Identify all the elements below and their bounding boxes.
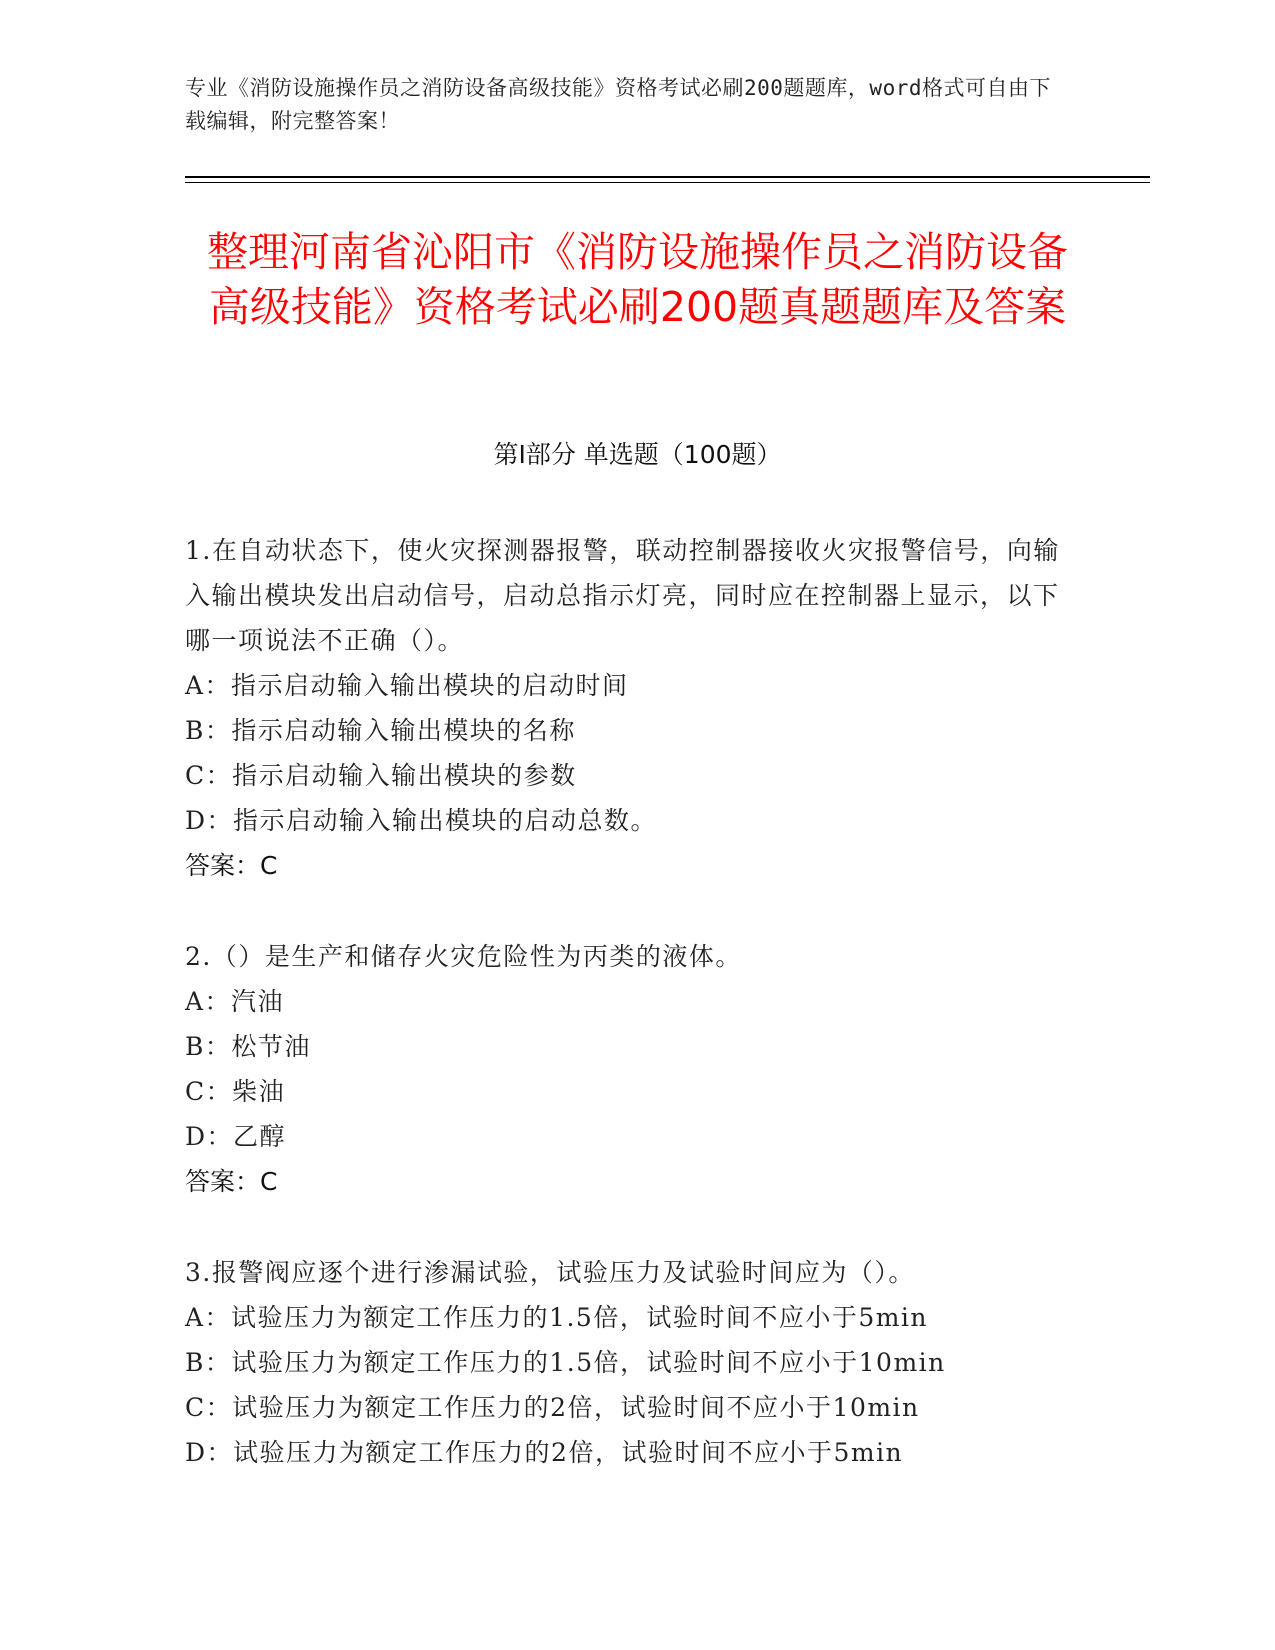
option-d: D：指示启动输入输出模块的启动总数。: [185, 806, 658, 835]
option-b: B：松节油: [185, 1032, 311, 1061]
question-2: [185, 934, 1065, 1204]
option-d: D：试验压力为额定工作压力的2倍，试验时间不应小于5min: [185, 1438, 904, 1467]
answer: 答案：C: [185, 1167, 278, 1196]
header-rule-thin: [185, 182, 1150, 183]
header-note: 专业《消防设施操作员之消防设备高级技能》资格考试必刷200题题库，word格式可自由下载编辑，附完整答案！: [185, 76, 1051, 133]
option-a: A：试验压力为额定工作压力的1.5倍，试验时间不应小于5min: [185, 1303, 929, 1332]
option-c: C：试验压力为额定工作压力的2倍，试验时间不应小于10min: [185, 1393, 920, 1422]
option-a: A：汽油: [185, 987, 285, 1016]
question-stem: 3.报警阀应逐个进行渗漏试验，试验压力及试验时间应为（）。: [185, 1258, 915, 1287]
header-rule-thick: [185, 176, 1150, 178]
question-1: [185, 528, 1065, 888]
question-list: [185, 528, 1065, 1521]
option-a: A：指示启动输入输出模块的启动时间: [185, 671, 629, 700]
question-stem: 1.在自动状态下，使火灾探测器报警，联动控制器接收火灾报警信号，向输入输出模块发出启动信号，启动总指示灯亮，同时应在控制器上显示，以下哪一项说法不正确（）。: [185, 536, 1060, 655]
document-title: 整理河南省沁阳市《消防设施操作员之消防设备高级技能》资格考试必刷200题真题题库及答案: [207, 228, 1068, 331]
option-b: B：指示启动输入输出模块的名称: [185, 716, 576, 745]
option-d: D：乙醇: [185, 1122, 287, 1151]
option-c: C：指示启动输入输出模块的参数: [185, 761, 577, 790]
option-b: B：试验压力为额定工作压力的1.5倍，试验时间不应小于10min: [185, 1348, 946, 1377]
question-stem: 2.（）是生产和储存火灾危险性为丙类的液体。: [185, 942, 742, 971]
section-title: 第Ⅰ部分 单选题（100题）: [493, 440, 782, 469]
answer: 答案：C: [185, 851, 278, 880]
option-c: C：柴油: [185, 1077, 286, 1106]
question-3: [185, 1250, 1065, 1475]
